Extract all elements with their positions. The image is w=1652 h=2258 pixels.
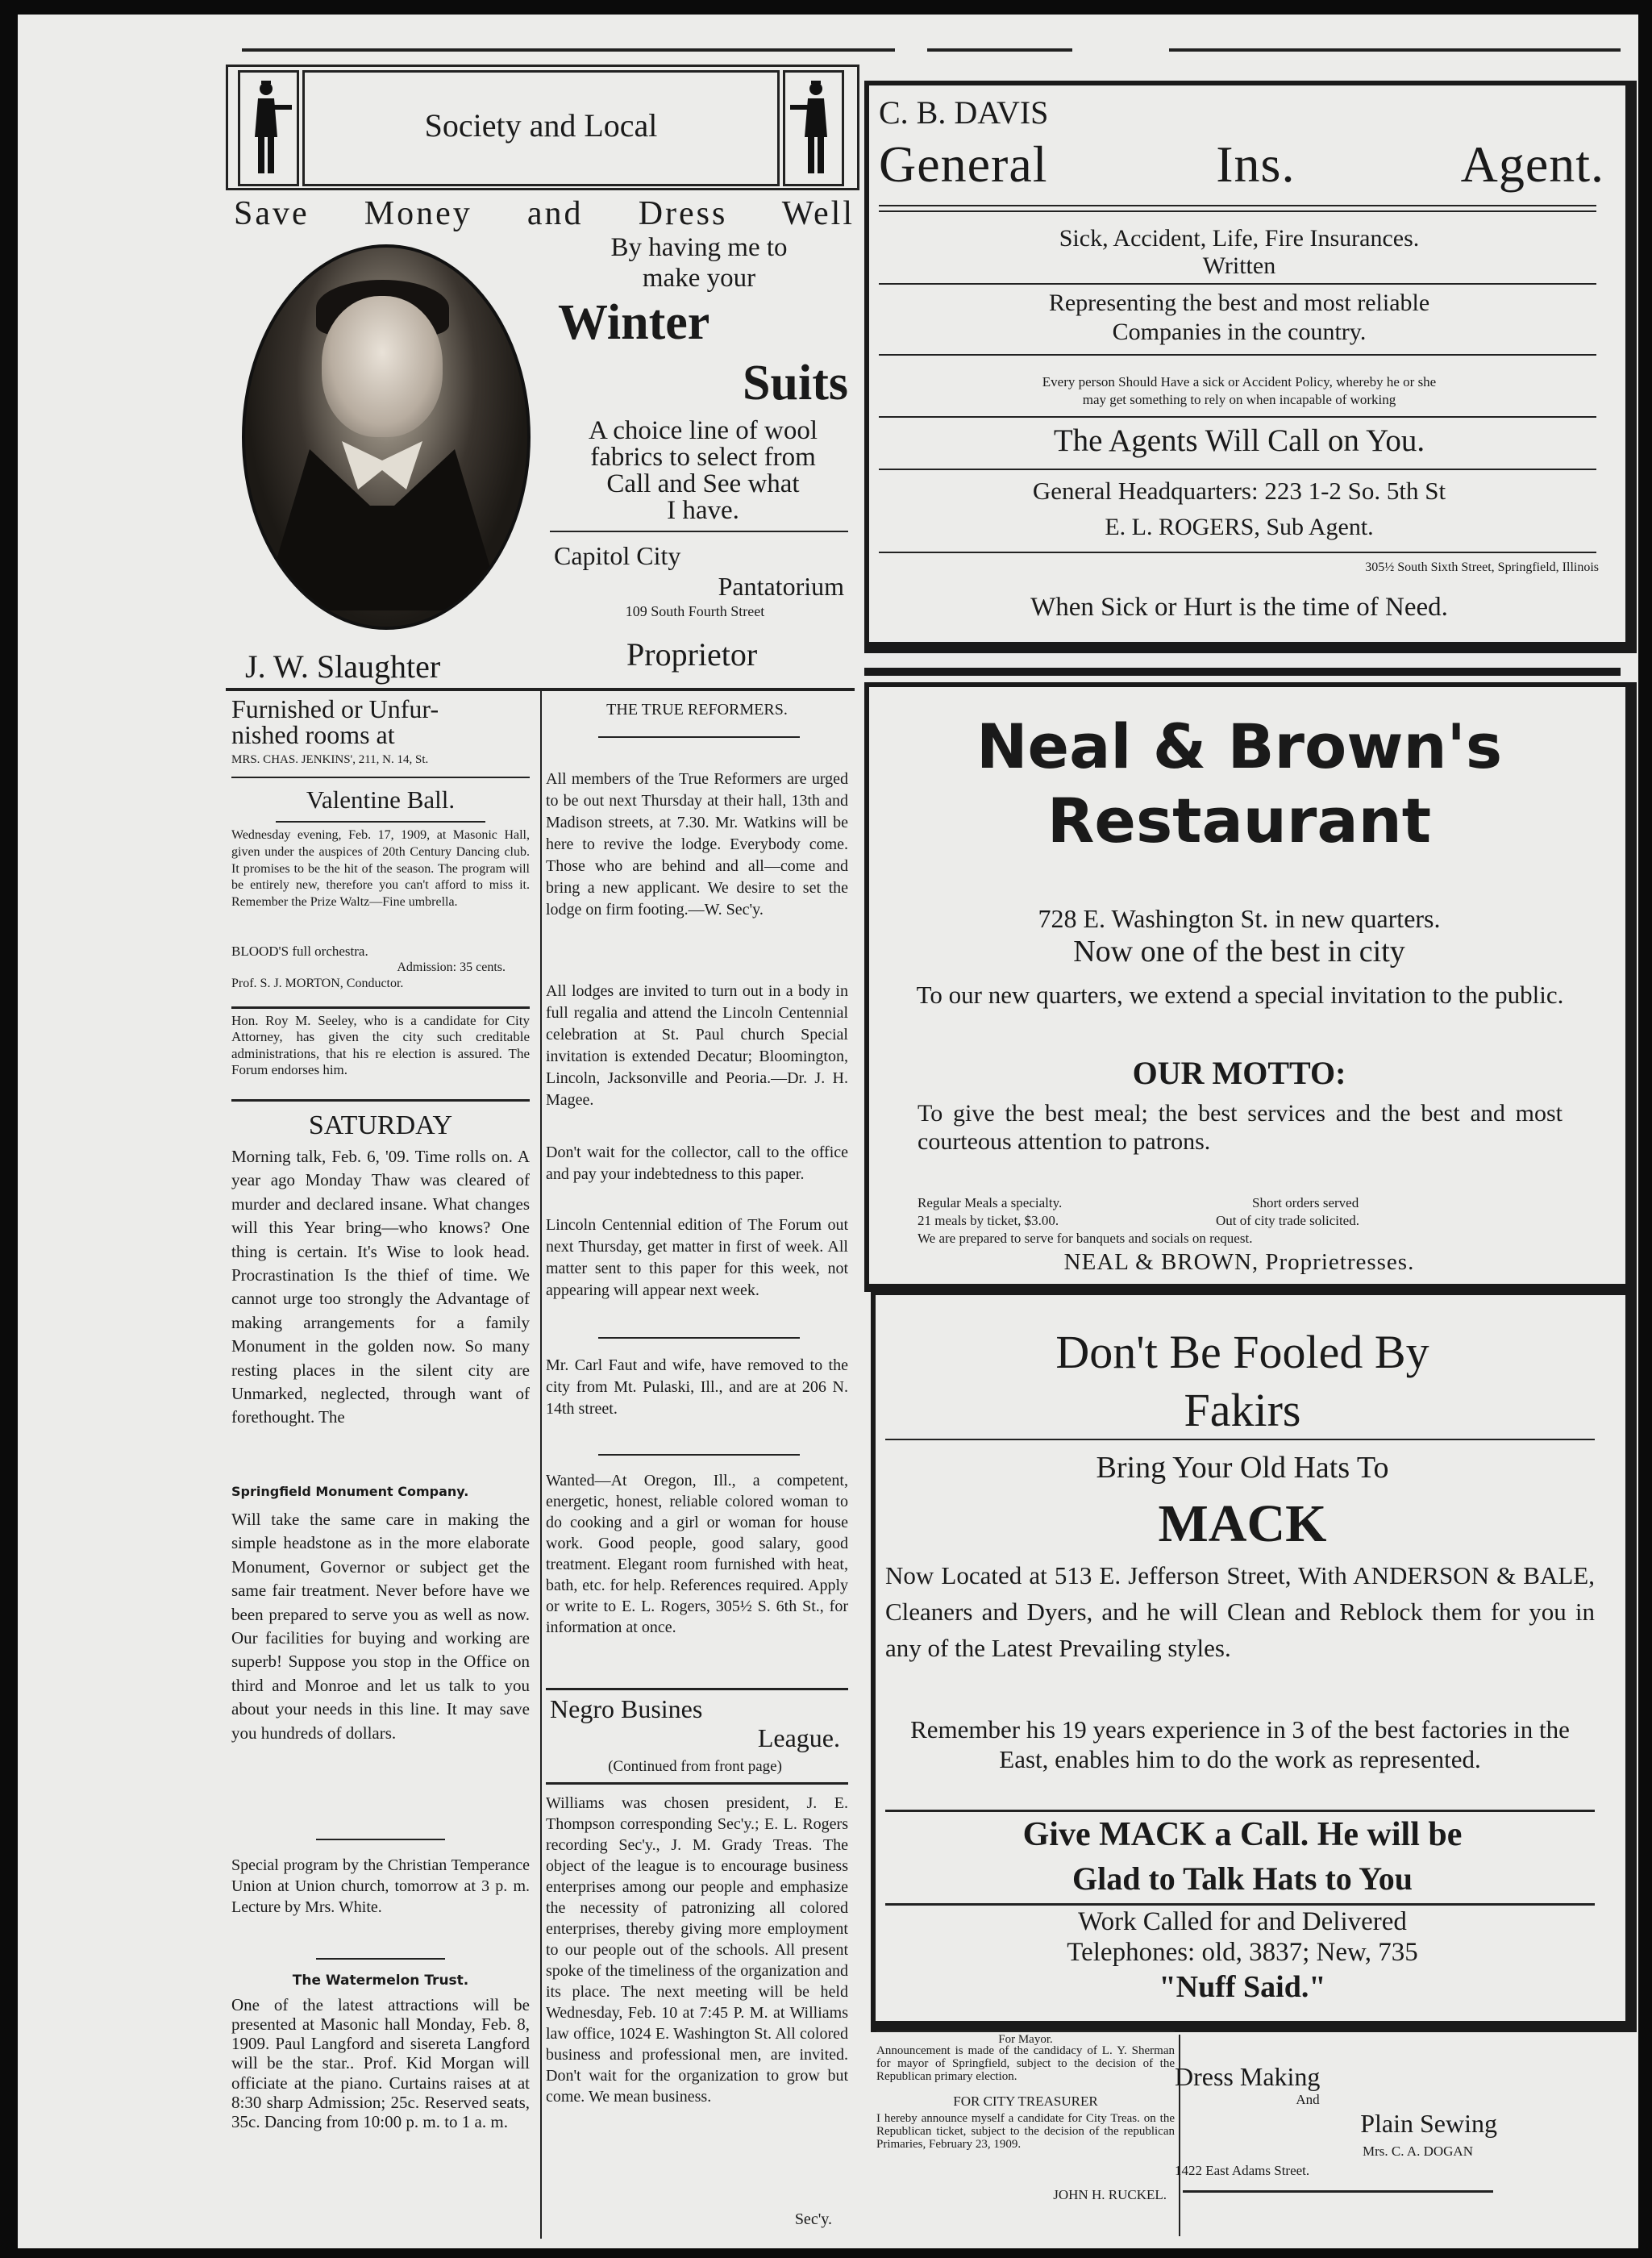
valentine-orchestra: BLOOD'S full orchestra. [231,944,368,959]
pantatorium: Pantatorium [718,572,844,601]
reformers-body: All members of the True Reformers are urged to be out next Thursday at their hall, 13th and Madison streets, at 7.30. Mr. Watkins will be here to revive the lodge. Everybody come. Those who are behind and all—come and bring a new applicant. We desire to set the lodge on firm footing.—W. Sec'y. [546,770,848,919]
lodges-notice: All lodges are invited to turn out in a body in full regalia and attend the Lincoln Centennial celebration at St. Paul church Special invitation is extended Decatur; Bloomington, Lincoln, Jacksonville and Peoria.—Dr. J. H. Magee. [546,982,848,1109]
rule [546,1688,848,1690]
rule [316,1958,445,1960]
top-rule [242,48,895,52]
neal-special-1b: Short orders served [1252,1195,1359,1210]
collector-notice: Don't wait for the collector, call to the office and pay your indebtedness to this paper. [546,1144,848,1183]
title-frame [302,70,780,186]
davis-line3: Representing the best and most reliable [1048,290,1430,316]
neal-title-2: Restaurant [1047,785,1432,856]
slaughter-address: 109 South Fourth Street [625,603,765,619]
rule [885,1903,1595,1906]
rule [879,210,1596,212]
valentine-admission: Admission: 35 cents. [397,960,506,974]
davis-sub-agent: E. L. ROGERS, Sub Agent. [1105,514,1374,540]
rule [879,469,1596,470]
dress-and: And [1296,2092,1320,2107]
negro-league-body: Williams was chosen president, J. E. Thompson corresponding Sec'y.; E. L. Rogers recording Sec'y., J. M. Grady Treas. The object of the league is to encourage business enterprises among our people and emphasize the necessity of patronizing all colored enterprises, thereby giving more employment to our people out of the schools. All present spoke of the timeliness of the organization and its place. The next meeting will be held Wednesday, Feb. 10 at 7:45 P. M. at Williams law office, 1024 E. Washington St. All colored business and professional men, are invited. Don't wait for the organization to grow but come. We mean business. [546,1794,848,2106]
mack-give-1: Give MACK a Call. He will be [1022,1816,1463,1853]
suits-word: Suits [743,356,848,410]
davis-footer: When Sick or Hurt is the time of Need. [1030,593,1448,622]
reformers-title: THE TRUE REFORMERS. [606,701,788,719]
mack-ad-box [871,1290,1637,2032]
dogan-address: 1422 East Adams Street. [1175,2163,1310,2178]
neal-motto-title: OUR MOTTO: [1132,1055,1346,1091]
davis-agents: The Agents Will Call on You. [1053,423,1425,458]
left-figure-frame [238,70,299,186]
gentleman-figure-icon [785,73,842,184]
neal-best: Now one of the best in city [1073,935,1405,969]
saturday-body-2: Will take the same care in making the simple headstone as in the more elaborate Monument, Governor or subject get the same fair treatment. Never before have we been prepared to serve you as well as now. Our facilities for buying and working are superb! Suppose you stop in the Office on third and Monroe and let us talk to you about your needs in this line. It may save you hundreds of dollars. [231,1510,530,1743]
slaughter-line2: make your [642,264,756,293]
watermelon-title: The Watermelon Trust. [292,1973,469,1989]
slaughter-name: J. W. Slaughter [245,648,441,685]
rule [879,552,1596,553]
davis-hq: General Headquarters: 223 1-2 So. 5th St [1032,477,1446,505]
winter-word: Winter [558,295,710,350]
mack-give-2: Glad to Talk Hats to You [1072,1860,1413,1897]
slaughter-rule [550,531,848,532]
neal-ad-box [864,682,1637,1292]
mack-phones: Telephones: old, 3837; New, 735 [1067,1938,1418,1967]
mack-title-1: Don't Be Fooled By [1055,1326,1429,1378]
neal-proprietors: NEAL & BROWN, Proprietresses. [1063,1249,1415,1275]
negro-league-title-2: League. [757,1723,840,1752]
valentine-title: Valentine Ball. [306,785,456,814]
faut-notice: Mr. Carl Faut and wife, have removed to the city from Mt. Pulaski, Ill., and are at 206 N. 14th street. [546,1356,848,1418]
neal-title-1: Neal & Brown's [976,710,1503,782]
neal-address: 728 E. Washington St. in new quarters. [1038,904,1441,933]
rule [879,205,1596,206]
plain-sewing: Plain Sewing [1360,2109,1497,2138]
column-divider [540,690,542,2239]
rule [231,777,530,778]
negro-league-title-1: Negro Busines [550,1694,703,1723]
top-rule-3 [1169,48,1621,52]
capitol-city: Capitol City [554,541,681,570]
neal-special-1a: Regular Meals a specialty. [918,1195,1063,1210]
davis-ad-box [864,81,1637,653]
top-rule-2 [927,48,1072,52]
davis-small2: may get something to rely on when incapable of working [1082,392,1396,407]
mayor-title: For Mayor. [998,2033,1053,2046]
neal-special-3: We are prepared to serve for banquets and socials on request. [918,1231,1253,1246]
furnished-address: MRS. CHAS. JENKINS', 211, N. 14, St. [231,753,429,766]
right-figure-frame [783,70,844,186]
rule [598,1337,800,1339]
davis-line4: Companies in the country. [1112,319,1367,345]
mack-title-2: Fakirs [1184,1384,1301,1436]
slaughter-title: Proprietor [626,636,758,673]
slaughter-body: A choice line of wool fabrics to select from Call and See what I have. [588,416,818,525]
davis-title: General Ins. Agent. [879,135,1604,193]
newspaper-page [18,15,1638,2248]
davis-line1: Sick, Accident, Life, Fire Insurances. [1059,225,1420,252]
mack-body: Now Located at 513 E. Jefferson Street, With ANDERSON & BALE, Cleaners and Dyers, and he will Clean and Reblock them for you in any of the Latest Prevailing styles. [885,1561,1595,1662]
mayor-body: Announcement is made of the candidacy of L. Y. Sherman for mayor of Springfield, subject to the decision of the Republican primary election. [876,2044,1175,2083]
section-title: Society and Local [424,107,658,144]
rule [231,1006,530,1009]
rule [231,1099,530,1102]
rule [885,1810,1595,1812]
rule [598,736,800,738]
davis-address: 305½ South Sixth Street, Springfield, Illinois [1365,560,1599,574]
neal-invite: To our new quarters, we extend a special invitation to the public. [916,981,1564,1009]
furnished-rooms: Furnished or Unfur- nished rooms at [231,694,439,749]
rule [879,283,1596,285]
rule [1183,2190,1493,2193]
rule [546,1782,848,1785]
watermelon-body: One of the latest attractions will be presented at Masonic hall Monday, Feb. 8, 1909. Paul Langford and sisereta Langford will be the star.. Prof. Kid Morgan will officiate at the piano. Curtains raises at at 8:30 sharp Admission; 25c. Reserved seats, 35c. Dancing from 10:00 p. m. to 1 a. m. [231,1995,530,2131]
saturday-title: SATURDAY [308,1110,453,1140]
neal-top-border [864,668,1621,676]
mack-nuff: "Nuff Said." [1159,1970,1326,2004]
rule [316,1839,445,1840]
mack-remember: Remember his 19 years experience in 3 of the best factories in the East, enables him to do the work as represented. [910,1715,1570,1774]
rule [885,1439,1595,1440]
treasurer-body: I hereby announce myself a candidate for City Treas. on the Republican ticket, subject to the decision of the republican Primaries, February 23, 1909. [876,2112,1175,2151]
rule [598,1454,800,1456]
davis-small1: Every person Should Have a sick or Accident Policy, whereby he or she [1042,374,1437,390]
mack-work: Work Called for and Delivered [1078,1907,1407,1936]
centennial-notice: Lincoln Centennial edition of The Forum out next Thursday, get matter in first of week. All matter sent to this paper for this week, not appearing will appear next week. [546,1216,848,1299]
davis-name: C. B. DAVIS [879,94,1049,131]
dress-making: Dress Making [1175,2062,1321,2091]
slaughter-line1: By having me to [610,233,788,262]
valentine-body: Wednesday evening, Feb. 17, 1909, at Masonic Hall, given under the auspices of 20th Century Dancing club. It promises to be the hit of the season. The program will be entirely new, therefore you can't afford to miss it. Remember the Prize Waltz—Fine umbrella. [231,828,530,910]
gentleman-figure-icon [240,73,297,184]
monument-company: Springfield Monument Company. [231,1484,469,1499]
saturday-body: Morning talk, Feb. 6, '09. Time rolls on. A year ago Monday Thaw was cleared of murder and declared insane. What changes will this Year bring—who knows? One thing is certain. It's Wise to look head. Procrastination Is the thief of time. We cannot urge too strongly the Advantage of making arrangements for a family Monument in the golden now. So many resting places in the silent city are Unmarked, neglected, through want of forethought. The [231,1147,530,1427]
portrait-photo [242,244,531,630]
dogan-name: Mrs. C. A. DOGAN [1363,2143,1473,2159]
section-masthead [226,65,859,190]
neal-special-2a: 21 meals by ticket, $3.00. [918,1213,1059,1228]
special-program: Special program by the Christian Temperance Union at Union church, tomorrow at 3 p. m. Lecture by Mrs. White. [231,1856,530,1916]
davis-line2: Written [1202,252,1276,279]
mack-name: MACK [1158,1494,1327,1553]
wanted-notice: Wanted—At Oregon, Ill., a competent, energetic, honest, reliable colored woman to do cooking and a girl or woman for house work. Good people, good salary, good treatment. Elegant room furnished with heat, bath, etc. for help. References required. Apply or write to E. L. Rogers, 305½ S. 6th St., for information at once. [546,1472,848,1636]
mack-bring: Bring Your Old Hats To [1096,1451,1389,1485]
rule [276,821,485,823]
seeley-notice: Hon. Roy M. Seeley, who is a candidate for City Attorney, has given the city such creditable administrations, that his re election is assured. The Forum endorses him. [231,1013,530,1078]
slaughter-headline: Save Money and Dress Well [234,195,855,232]
treasurer-signature: JOHN H. RUCKEL. [1053,2187,1167,2202]
neal-special-2b: Out of city trade solicited. [1216,1213,1359,1228]
negro-league-signature: Sec'y. [794,2210,832,2228]
treasurer-title: FOR CITY TREASURER [953,2093,1098,2109]
negro-league-continued: (Continued from front page) [608,1758,782,1775]
rule [879,354,1596,356]
neal-motto: To give the best meal; the best services and the best and most courteous attention to patrons. [918,1100,1563,1155]
rule [879,416,1596,418]
valentine-conductor: Prof. S. J. MORTON, Conductor. [231,977,404,990]
